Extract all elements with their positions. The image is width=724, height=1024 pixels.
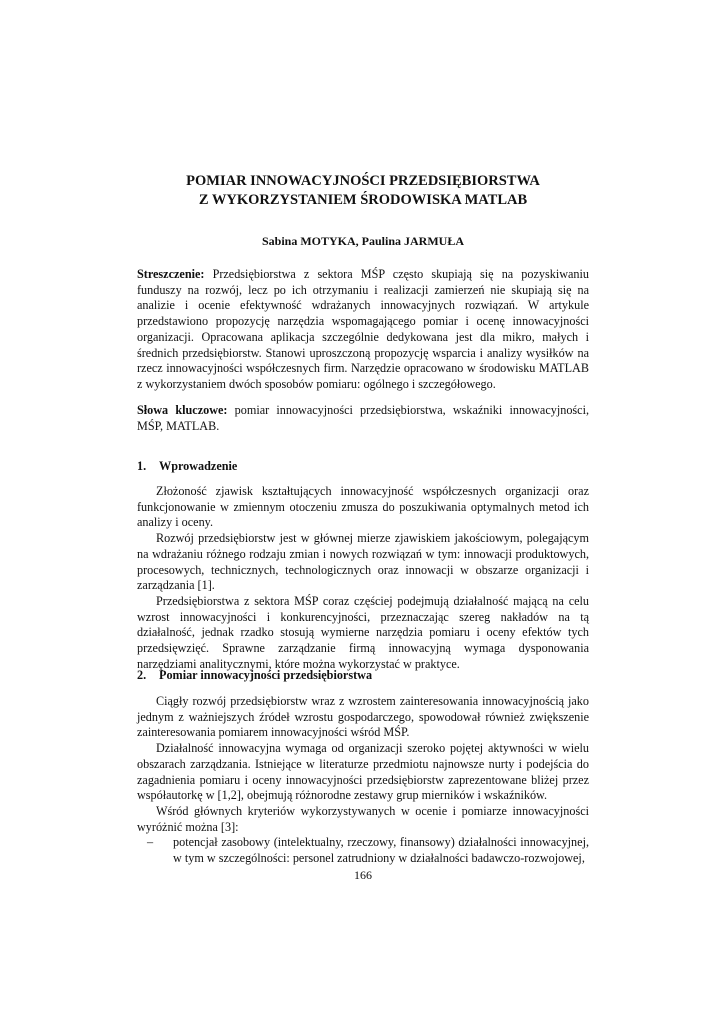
- section-1-paragraph: Przedsiębiorstwa z sektora MŚP coraz częściej podejmują działalność mającą na celu wzrost innowacyjności i konkurencyjności, przeznaczając szereg nakładów na tą działalność, jednak rzadko stosują wymierne narzędzia pomiaru i oceny efektów tych przedsięwzięć. Sprawne zarządzanie firmą innowacyjną wymaga dysponowania narzędziami analitycznymi, które można wykorzystać w praktyce.: [137, 593, 589, 671]
- section-2-title: Pomiar innowacyjności przedsiębiorstwa: [159, 668, 373, 682]
- section-2-paragraph: Ciągły rozwój przedsiębiorstw wraz z wzrostem zainteresowania innowacyjnością jako jednym z ważniejszych źródeł wzrostu gospodarczego, spowodował również zwiększenie zainteresowania pomiarem innowacyjności wśród MŚP.: [137, 694, 589, 740]
- dash-bullet: –: [147, 835, 154, 850]
- section-1-number: 1.: [137, 459, 147, 473]
- section-2-paragraph: Wśród głównych kryteriów wykorzystywanych w ocenie i pomiarze innowacyjności wyróżnić można [3]:: [137, 803, 589, 834]
- criteria-list: [137, 835, 589, 866]
- abstract: [137, 267, 589, 393]
- section-1-paragraph: Rozwój przedsiębiorstw jest w głównej mierze zjawiskiem jakościowym, polegającym na wdrażaniu różnego rodzaju zmian i nowych rozwiązań w tym: innowacji produktowych, procesowych, technicznych, technologicznych oraz innowacji w obszarze organizacji i zarządzania [1].: [137, 531, 589, 593]
- section-1-title: Wprowadzenie: [159, 459, 238, 473]
- list-item: [137, 835, 589, 866]
- keywords-label: Słowa kluczowe:: [137, 403, 228, 417]
- section-1-heading: [137, 459, 589, 474]
- section-1-paragraph: Złożoność zjawisk kształtujących innowacyjność współczesnych organizacji oraz funkcjonowanie w zmiennym otoczeniu zmusza do poszukiwania optymalnych metod ich analizy i oceny.: [137, 484, 589, 530]
- section-2-body: [137, 694, 589, 867]
- abstract-label: Streszczenie:: [137, 267, 205, 281]
- section-2-heading: [137, 668, 589, 683]
- page-number: 166: [354, 868, 372, 882]
- title-line-2: Z WYKORZYSTANIEM ŚRODOWISKA MATLAB: [198, 192, 528, 208]
- abstract-text: Przedsiębiorstwa z sektora MŚP często skupiają się na pozyskiwaniu funduszy na rozwój, lecz po ich otrzymaniu i realizacji zamierzeń nie skupiają się na analizie i ocenie efektywność wdrażanych innowacyjnych rozwiązań. W artykule przedstawiono propozycję narzędzia wspomagającego pomiar i ocenę innowacyjności organizacji. Opracowana aplikacja szczególnie dedykowana jest dla mikro, małych i średnich przedsiębiorstw. Stanowi uproszczoną propozycję wsparcia i analizy wysiłków na rzecz innowacyjności współczesnych firm. Narzędzie opracowano w środowisku MATLAB z wykorzystaniem dwóch sposobów pomiaru: ogólnego i szczegółowego.: [137, 267, 590, 391]
- title-line-1: POMIAR INNOWACYJNOŚCI PRZEDSIĘBIORSTWA: [186, 173, 540, 189]
- list-item-text: potencjał zasobowy (intelektualny, rzeczowy, finansowy) działalności innowacyjnej, w tym w szczególności: personel zatrudniony w działalności badawczo-rozwojowej,: [173, 835, 589, 866]
- authors: Sabina MOTYKA, Paulina JARMUŁA: [261, 234, 465, 248]
- section-1-body: [137, 484, 589, 672]
- section-2-number: 2.: [137, 668, 147, 682]
- keywords: [137, 403, 589, 434]
- paper-title: [137, 172, 589, 210]
- section-2-paragraph: Działalność innowacyjna wymaga od organizacji szeroko pojętej aktywności w wielu obszarach zarządzania. Istniejące w literaturze przedmiotu najnowsze nurty i podejścia do zagadnienia pomiaru i oceny innowacyjności przedsiębiorstw zaprezentowane bliżej przez współautorkę w [1,2], obejmują różnorodne zestawy grup mierników i wskaźników.: [137, 741, 589, 803]
- keywords-text: pomiar innowacyjności przedsiębiorstwa, wskaźniki innowacyjności, MŚP, MATLAB.: [137, 403, 589, 433]
